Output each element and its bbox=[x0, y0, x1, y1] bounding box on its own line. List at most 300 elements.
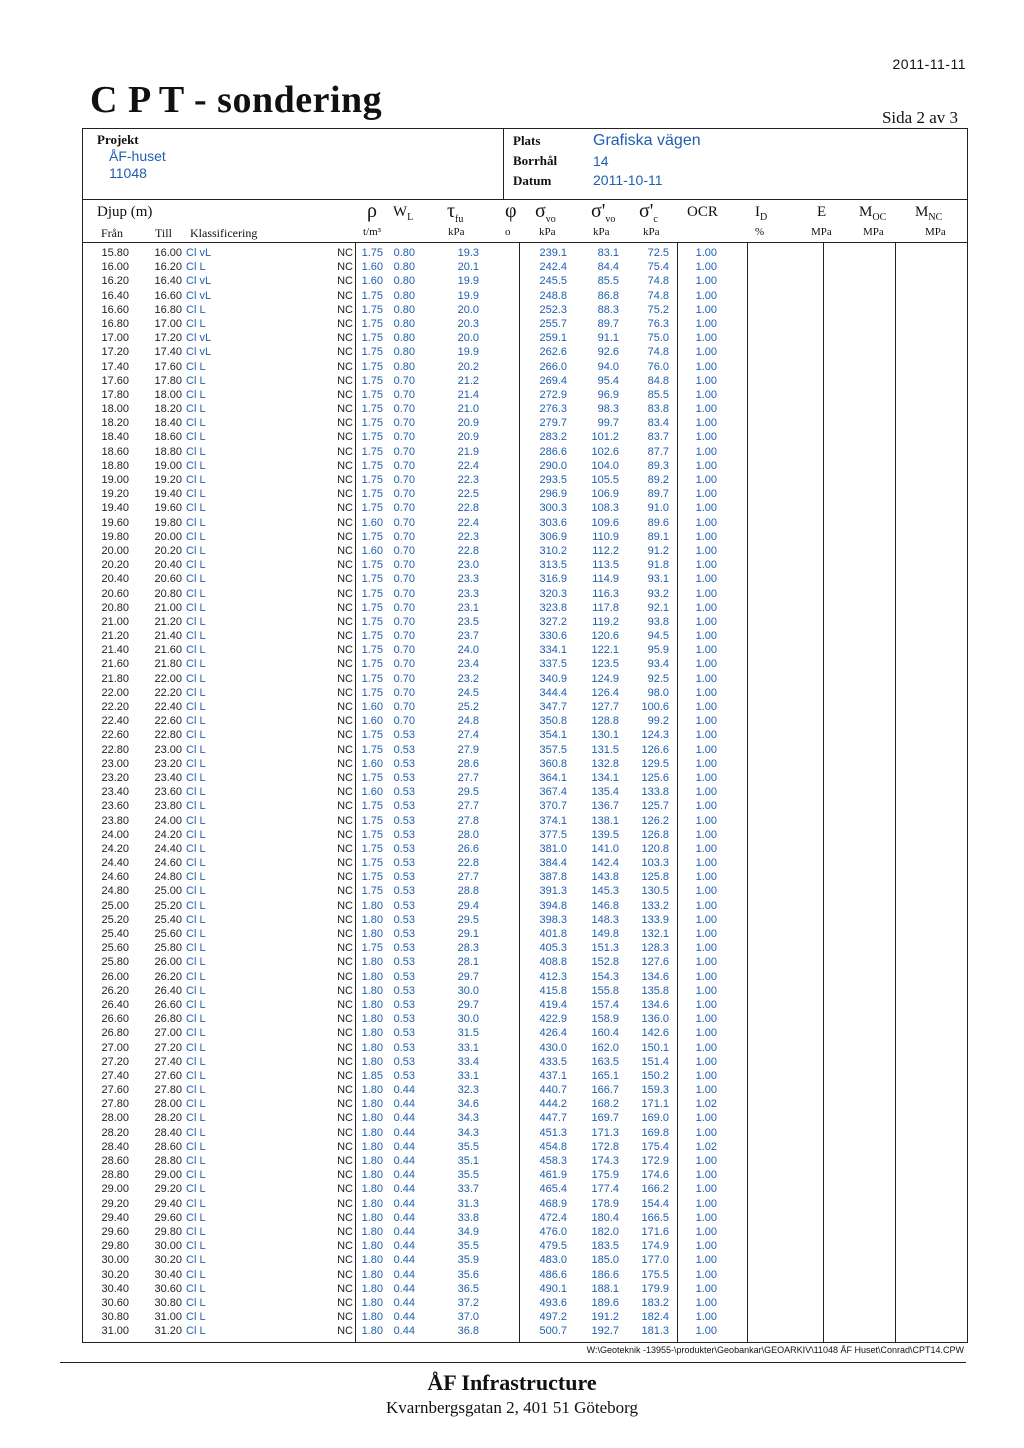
cell-depth-from: 20.80 bbox=[101, 601, 129, 614]
header-mnc-symbol: M bbox=[915, 204, 929, 220]
cell-density: 1.80 bbox=[361, 1013, 383, 1026]
cell-sigma-vo-eff: 188.1 bbox=[591, 1282, 619, 1295]
cell-sigma-vo-eff: 146.8 bbox=[591, 899, 619, 912]
cell-wl: 0.44 bbox=[393, 1325, 415, 1338]
cell-sigma-vo-eff: 155.8 bbox=[591, 984, 619, 997]
cell-sigma-vo-eff: 130.1 bbox=[591, 729, 619, 742]
cell-sigma-c: 74.8 bbox=[647, 289, 669, 302]
cell-depth-to: 18.20 bbox=[154, 403, 182, 416]
table-row bbox=[83, 657, 967, 671]
cell-tau-fu: 33.1 bbox=[457, 1069, 479, 1082]
cell-depth-to: 16.60 bbox=[154, 289, 182, 302]
datum-label: Datum bbox=[513, 173, 552, 188]
cell-wl: 0.53 bbox=[393, 771, 415, 784]
cell-wl: 0.44 bbox=[393, 1140, 415, 1153]
cell-ocr: 1.00 bbox=[695, 502, 717, 515]
cell-sigma-c: 179.9 bbox=[641, 1282, 669, 1295]
cell-ocr: 1.00 bbox=[695, 530, 717, 543]
cell-ocr: 1.00 bbox=[695, 928, 717, 940]
cell-density: 1.75 bbox=[361, 445, 383, 458]
table-row bbox=[83, 501, 967, 515]
cell-wl: 0.70 bbox=[393, 502, 415, 515]
cell-ocr: 1.00 bbox=[695, 403, 717, 416]
cell-depth-from: 22.00 bbox=[101, 686, 129, 699]
cell-wl: 0.53 bbox=[393, 814, 415, 827]
cell-depth-from: 25.80 bbox=[101, 956, 129, 969]
cell-classification: Cl L bbox=[186, 474, 206, 486]
cell-density: 1.75 bbox=[361, 289, 383, 302]
cell-sigma-vo: 327.2 bbox=[539, 615, 567, 628]
cell-sigma-vo: 490.1 bbox=[539, 1282, 567, 1295]
cell-depth-from: 16.20 bbox=[101, 275, 129, 288]
cell-nc-flag: NC bbox=[337, 459, 353, 472]
table-row bbox=[83, 1026, 967, 1040]
header-phi-unit: o bbox=[505, 226, 511, 238]
cell-sigma-c: 150.2 bbox=[641, 1069, 669, 1082]
cell-tau-fu: 29.4 bbox=[457, 899, 479, 912]
cell-tau-fu: 22.3 bbox=[457, 530, 479, 543]
cell-sigma-vo: 293.5 bbox=[539, 474, 567, 486]
cell-ocr: 1.00 bbox=[695, 871, 717, 884]
cell-sigma-c: 93.1 bbox=[647, 573, 669, 586]
cell-wl: 0.70 bbox=[393, 630, 415, 643]
cell-depth-to: 26.60 bbox=[154, 998, 182, 1011]
table-row bbox=[83, 430, 967, 444]
header-mnc-sub: NC bbox=[928, 212, 943, 223]
cell-sigma-vo: 422.9 bbox=[539, 1013, 567, 1026]
cell-density: 1.75 bbox=[361, 332, 383, 345]
cell-classification: Cl L bbox=[186, 502, 206, 515]
cell-tau-fu: 28.8 bbox=[457, 885, 479, 898]
cell-nc-flag: NC bbox=[337, 247, 353, 259]
header-wl-symbol: W bbox=[393, 204, 408, 220]
cell-nc-flag: NC bbox=[337, 928, 353, 940]
header-sigma-vo bbox=[535, 200, 556, 225]
cell-wl: 0.70 bbox=[393, 544, 415, 557]
header-e-unit: MPa bbox=[811, 226, 832, 238]
cell-ocr: 1.00 bbox=[695, 686, 717, 699]
cell-tau-fu: 25.2 bbox=[457, 701, 479, 713]
cell-sigma-c: 136.0 bbox=[641, 1013, 669, 1026]
cell-depth-from: 30.40 bbox=[101, 1282, 129, 1295]
cell-depth-to: 21.20 bbox=[154, 615, 182, 628]
cell-sigma-c: 151.4 bbox=[641, 1055, 669, 1068]
cell-classification: Cl L bbox=[186, 1325, 206, 1338]
cell-sigma-vo-eff: 151.3 bbox=[591, 942, 619, 955]
header-moc-sub: OC bbox=[872, 212, 887, 223]
cell-wl: 0.70 bbox=[393, 530, 415, 543]
cell-sigma-vo: 334.1 bbox=[539, 644, 567, 657]
cell-classification: Cl vL bbox=[186, 346, 212, 359]
cell-sigma-vo-eff: 165.1 bbox=[591, 1069, 619, 1082]
cell-classification: Cl L bbox=[186, 1311, 206, 1324]
cell-depth-to: 21.80 bbox=[154, 658, 182, 671]
cell-classification: Cl L bbox=[186, 1084, 206, 1097]
cell-density: 1.80 bbox=[361, 1140, 383, 1153]
cell-density: 1.75 bbox=[361, 388, 383, 401]
cell-ocr: 1.00 bbox=[695, 1126, 717, 1139]
cell-density: 1.75 bbox=[361, 431, 383, 444]
cell-sigma-c: 74.8 bbox=[647, 346, 669, 359]
cell-sigma-vo: 306.9 bbox=[539, 530, 567, 543]
table-row bbox=[83, 1239, 967, 1253]
cell-sigma-c: 125.6 bbox=[641, 771, 669, 784]
cell-depth-to: 22.00 bbox=[154, 672, 182, 685]
header-moc bbox=[859, 204, 886, 223]
cell-depth-to: 17.20 bbox=[154, 332, 182, 345]
cell-density: 1.75 bbox=[361, 403, 383, 416]
cell-sigma-vo-eff: 109.6 bbox=[591, 516, 619, 529]
cell-density: 1.75 bbox=[361, 857, 383, 870]
header-rule bbox=[83, 242, 967, 243]
table-row bbox=[83, 785, 967, 799]
cell-nc-flag: NC bbox=[337, 388, 353, 401]
cell-ocr: 1.00 bbox=[695, 1254, 717, 1267]
cell-nc-flag: NC bbox=[337, 828, 353, 841]
cell-classification: Cl L bbox=[186, 857, 206, 870]
cell-sigma-vo-eff: 124.9 bbox=[591, 672, 619, 685]
cell-sigma-c: 91.2 bbox=[647, 544, 669, 557]
cell-sigma-vo-eff: 136.7 bbox=[591, 800, 619, 813]
cell-density: 1.75 bbox=[361, 573, 383, 586]
cell-wl: 0.44 bbox=[393, 1084, 415, 1097]
cell-ocr: 1.00 bbox=[695, 644, 717, 657]
cell-depth-to: 27.00 bbox=[154, 1027, 182, 1040]
cell-depth-to: 20.40 bbox=[154, 559, 182, 572]
cell-depth-to: 29.20 bbox=[154, 1183, 182, 1196]
cell-sigma-c: 99.2 bbox=[647, 715, 669, 728]
cell-depth-from: 22.40 bbox=[101, 715, 129, 728]
cell-classification: Cl L bbox=[186, 899, 206, 912]
cell-depth-from: 27.80 bbox=[101, 1098, 129, 1111]
cell-ocr: 1.00 bbox=[695, 1268, 717, 1281]
cell-nc-flag: NC bbox=[337, 275, 353, 288]
cell-depth-to: 28.20 bbox=[154, 1112, 182, 1125]
cell-depth-to: 19.80 bbox=[154, 516, 182, 529]
cell-wl: 0.80 bbox=[393, 289, 415, 302]
cell-sigma-vo-eff: 106.9 bbox=[591, 488, 619, 501]
cell-depth-to: 21.00 bbox=[154, 601, 182, 614]
cell-depth-from: 17.40 bbox=[101, 360, 129, 373]
table-row bbox=[83, 260, 967, 274]
cell-density: 1.80 bbox=[361, 1296, 383, 1309]
cell-depth-to: 22.60 bbox=[154, 715, 182, 728]
cell-sigma-vo-eff: 166.7 bbox=[591, 1084, 619, 1097]
cell-sigma-vo-eff: 138.1 bbox=[591, 814, 619, 827]
cell-ocr: 1.00 bbox=[695, 587, 717, 600]
cell-sigma-vo-eff: 89.7 bbox=[597, 317, 619, 330]
cell-tau-fu: 22.5 bbox=[457, 488, 479, 501]
cell-sigma-vo: 430.0 bbox=[539, 1041, 567, 1054]
cell-depth-to: 29.00 bbox=[154, 1169, 182, 1182]
cell-density: 1.75 bbox=[361, 303, 383, 316]
cell-sigma-vo: 357.5 bbox=[539, 743, 567, 756]
cell-depth-from: 30.20 bbox=[101, 1268, 129, 1281]
cell-density: 1.75 bbox=[361, 871, 383, 884]
cell-sigma-vo: 245.5 bbox=[539, 275, 567, 288]
cell-depth-to: 31.00 bbox=[154, 1311, 182, 1324]
cell-wl: 0.53 bbox=[393, 942, 415, 955]
table-row bbox=[83, 1197, 967, 1211]
cell-sigma-vo: 255.7 bbox=[539, 317, 567, 330]
cell-nc-flag: NC bbox=[337, 303, 353, 316]
cell-classification: Cl L bbox=[186, 1098, 206, 1111]
cell-tau-fu: 19.9 bbox=[457, 346, 479, 359]
table-row bbox=[83, 629, 967, 643]
cell-density: 1.80 bbox=[361, 1325, 383, 1338]
header-e: E bbox=[817, 204, 827, 220]
header-sigma-c bbox=[639, 200, 658, 225]
cell-tau-fu: 35.6 bbox=[457, 1268, 479, 1281]
cell-classification: Cl vL bbox=[186, 289, 212, 302]
cell-depth-to: 23.60 bbox=[154, 786, 182, 799]
cell-sigma-vo-eff: 163.5 bbox=[591, 1055, 619, 1068]
table-row bbox=[83, 955, 967, 969]
cell-depth-from: 17.20 bbox=[101, 346, 129, 359]
cell-density: 1.80 bbox=[361, 1112, 383, 1125]
table-row bbox=[83, 714, 967, 728]
cell-sigma-c: 95.9 bbox=[647, 644, 669, 657]
cell-nc-flag: NC bbox=[337, 1140, 353, 1153]
cell-ocr: 1.00 bbox=[695, 289, 717, 302]
cell-classification: Cl L bbox=[186, 658, 206, 671]
cell-sigma-vo: 415.8 bbox=[539, 984, 567, 997]
cell-density: 1.75 bbox=[361, 247, 383, 259]
cell-depth-to: 16.20 bbox=[154, 261, 182, 274]
cell-sigma-c: 89.6 bbox=[647, 516, 669, 529]
cell-sigma-vo: 290.0 bbox=[539, 459, 567, 472]
cell-wl: 0.44 bbox=[393, 1225, 415, 1238]
cell-sigma-c: 126.6 bbox=[641, 743, 669, 756]
cell-depth-to: 18.00 bbox=[154, 388, 182, 401]
cell-nc-flag: NC bbox=[337, 814, 353, 827]
cell-depth-from: 19.20 bbox=[101, 488, 129, 501]
cell-sigma-vo: 303.6 bbox=[539, 516, 567, 529]
cell-sigma-vo: 493.6 bbox=[539, 1296, 567, 1309]
header-sigma-vo-eff-unit: kPa bbox=[593, 226, 610, 238]
table-row bbox=[83, 1182, 967, 1196]
cell-tau-fu: 24.5 bbox=[457, 686, 479, 699]
cell-tau-fu: 27.7 bbox=[457, 800, 479, 813]
cell-depth-from: 29.60 bbox=[101, 1225, 129, 1238]
cell-nc-flag: NC bbox=[337, 984, 353, 997]
cell-ocr: 1.00 bbox=[695, 601, 717, 614]
cell-sigma-vo: 497.2 bbox=[539, 1311, 567, 1324]
cell-sigma-vo-eff: 192.7 bbox=[591, 1325, 619, 1338]
table-row bbox=[83, 473, 967, 487]
cell-sigma-vo-eff: 123.5 bbox=[591, 658, 619, 671]
cell-classification: Cl L bbox=[186, 757, 206, 770]
cell-tau-fu: 35.5 bbox=[457, 1169, 479, 1182]
cell-classification: Cl L bbox=[186, 1254, 206, 1267]
cell-ocr: 1.00 bbox=[695, 729, 717, 742]
cell-depth-from: 22.80 bbox=[101, 743, 129, 756]
cell-density: 1.75 bbox=[361, 942, 383, 955]
cell-sigma-vo-eff: 182.0 bbox=[591, 1225, 619, 1238]
cell-sigma-vo-eff: 178.9 bbox=[591, 1197, 619, 1210]
cell-depth-to: 22.40 bbox=[154, 701, 182, 713]
cell-classification: Cl vL bbox=[186, 247, 212, 259]
cell-depth-to: 27.80 bbox=[154, 1084, 182, 1097]
cell-wl: 0.53 bbox=[393, 1027, 415, 1040]
cell-sigma-vo: 252.3 bbox=[539, 303, 567, 316]
cell-tau-fu: 21.9 bbox=[457, 445, 479, 458]
cell-classification: Cl L bbox=[186, 786, 206, 799]
cell-nc-flag: NC bbox=[337, 743, 353, 756]
cell-depth-to: 24.40 bbox=[154, 842, 182, 855]
cell-density: 1.75 bbox=[361, 559, 383, 572]
cell-tau-fu: 21.2 bbox=[457, 374, 479, 387]
header-moc-unit: MPa bbox=[863, 226, 884, 238]
cell-tau-fu: 28.0 bbox=[457, 828, 479, 841]
cell-density: 1.80 bbox=[361, 913, 383, 926]
header-tau-sub: fu bbox=[455, 214, 464, 225]
table-row bbox=[83, 757, 967, 771]
table-row bbox=[83, 870, 967, 884]
cell-depth-to: 25.80 bbox=[154, 942, 182, 955]
cell-depth-to: 20.00 bbox=[154, 530, 182, 543]
cell-wl: 0.80 bbox=[393, 247, 415, 259]
cell-wl: 0.70 bbox=[393, 601, 415, 614]
cell-tau-fu: 20.0 bbox=[457, 303, 479, 316]
cell-density: 1.80 bbox=[361, 956, 383, 969]
cell-ocr: 1.00 bbox=[695, 544, 717, 557]
company-address: Kvarnbergsgatan 2, 401 51 Göteborg bbox=[386, 1398, 638, 1417]
cell-sigma-vo-eff: 154.3 bbox=[591, 970, 619, 983]
cell-depth-to: 30.00 bbox=[154, 1240, 182, 1253]
cell-depth-to: 17.80 bbox=[154, 374, 182, 387]
cell-sigma-c: 130.5 bbox=[641, 885, 669, 898]
cell-classification: Cl L bbox=[186, 956, 206, 969]
cell-depth-from: 18.00 bbox=[101, 403, 129, 416]
cell-tau-fu: 30.0 bbox=[457, 984, 479, 997]
cell-wl: 0.70 bbox=[393, 559, 415, 572]
table-row bbox=[83, 445, 967, 459]
cell-classification: Cl L bbox=[186, 403, 206, 416]
cell-density: 1.75 bbox=[361, 346, 383, 359]
cell-ocr: 1.00 bbox=[695, 1055, 717, 1068]
company-name: ÅF Infrastructure bbox=[427, 1370, 597, 1395]
cell-nc-flag: NC bbox=[337, 1027, 353, 1040]
cell-sigma-vo: 486.6 bbox=[539, 1268, 567, 1281]
cell-depth-from: 27.00 bbox=[101, 1041, 129, 1054]
cell-classification: Cl L bbox=[186, 1197, 206, 1210]
cell-wl: 0.53 bbox=[393, 1041, 415, 1054]
table-row bbox=[83, 1097, 967, 1111]
cell-tau-fu: 19.3 bbox=[457, 247, 479, 259]
cell-density: 1.80 bbox=[361, 1211, 383, 1224]
cell-depth-from: 19.00 bbox=[101, 474, 129, 486]
cell-classification: Cl L bbox=[186, 800, 206, 813]
cell-ocr: 1.00 bbox=[695, 559, 717, 572]
cell-depth-to: 24.60 bbox=[154, 857, 182, 870]
cell-depth-from: 16.00 bbox=[101, 261, 129, 274]
cell-nc-flag: NC bbox=[337, 1268, 353, 1281]
cell-sigma-vo: 279.7 bbox=[539, 417, 567, 430]
cell-tau-fu: 27.9 bbox=[457, 743, 479, 756]
header-rho-unit: t/m³ bbox=[363, 226, 381, 238]
table-row bbox=[83, 970, 967, 984]
cell-depth-to: 27.60 bbox=[154, 1069, 182, 1082]
cell-density: 1.75 bbox=[361, 814, 383, 827]
cell-wl: 0.70 bbox=[393, 672, 415, 685]
cell-sigma-c: 75.2 bbox=[647, 303, 669, 316]
cell-sigma-vo-eff: 101.2 bbox=[591, 431, 619, 444]
cell-density: 1.80 bbox=[361, 1225, 383, 1238]
cell-density: 1.80 bbox=[361, 1055, 383, 1068]
cell-depth-to: 18.40 bbox=[154, 417, 182, 430]
cell-wl: 0.53 bbox=[393, 899, 415, 912]
header-wl-sub: L bbox=[407, 212, 414, 223]
cell-depth-to: 26.00 bbox=[154, 956, 182, 969]
cell-nc-flag: NC bbox=[337, 289, 353, 302]
cell-nc-flag: NC bbox=[337, 474, 353, 486]
cell-sigma-c: 91.0 bbox=[647, 502, 669, 515]
cell-classification: Cl L bbox=[186, 686, 206, 699]
cell-wl: 0.53 bbox=[393, 800, 415, 813]
cell-sigma-vo: 370.7 bbox=[539, 800, 567, 813]
cell-sigma-vo: 367.4 bbox=[539, 786, 567, 799]
cell-sigma-vo-eff: 119.2 bbox=[592, 615, 619, 628]
cell-sigma-vo: 451.3 bbox=[539, 1126, 567, 1139]
table-row bbox=[83, 374, 967, 388]
cell-wl: 0.44 bbox=[393, 1197, 415, 1210]
table-row bbox=[83, 331, 967, 345]
cell-depth-from: 24.20 bbox=[101, 842, 129, 855]
cell-sigma-vo: 266.0 bbox=[539, 360, 567, 373]
cell-ocr: 1.00 bbox=[695, 757, 717, 770]
cell-sigma-c: 98.0 bbox=[647, 686, 669, 699]
cell-classification: Cl L bbox=[186, 771, 206, 784]
cell-depth-from: 23.20 bbox=[101, 771, 129, 784]
cell-wl: 0.53 bbox=[393, 984, 415, 997]
cell-nc-flag: NC bbox=[337, 1225, 353, 1238]
cell-depth-from: 21.20 bbox=[101, 630, 129, 643]
cell-density: 1.80 bbox=[361, 970, 383, 983]
header-sigma-vo-symbol: σ bbox=[535, 200, 546, 222]
cell-sigma-vo: 401.8 bbox=[539, 928, 567, 940]
cell-sigma-vo: 337.5 bbox=[539, 658, 567, 671]
header-phi: φ bbox=[505, 200, 517, 222]
cell-ocr: 1.00 bbox=[695, 630, 717, 643]
cell-classification: Cl L bbox=[186, 942, 206, 955]
table-row bbox=[83, 317, 967, 331]
cell-wl: 0.70 bbox=[393, 374, 415, 387]
cell-depth-to: 27.40 bbox=[154, 1055, 182, 1068]
cell-classification: Cl L bbox=[186, 459, 206, 472]
cell-ocr: 1.00 bbox=[695, 701, 717, 713]
cell-sigma-vo-eff: 120.6 bbox=[591, 630, 619, 643]
table-row bbox=[83, 587, 967, 601]
cell-depth-to: 19.60 bbox=[154, 502, 182, 515]
cell-sigma-c: 126.2 bbox=[641, 814, 669, 827]
cell-sigma-vo-eff: 86.8 bbox=[597, 289, 619, 302]
table-row bbox=[83, 899, 967, 913]
cell-depth-from: 19.40 bbox=[101, 502, 129, 515]
cell-classification: Cl L bbox=[186, 1296, 206, 1309]
cell-sigma-vo-eff: 108.3 bbox=[591, 502, 619, 515]
cell-depth-to: 28.00 bbox=[154, 1098, 182, 1111]
cell-depth-from: 23.00 bbox=[101, 757, 129, 770]
cell-wl: 0.44 bbox=[393, 1169, 415, 1182]
cell-sigma-vo: 433.5 bbox=[539, 1055, 567, 1068]
cell-sigma-c: 177.0 bbox=[641, 1254, 669, 1267]
cell-sigma-vo-eff: 139.5 bbox=[591, 828, 619, 841]
cell-classification: Cl L bbox=[186, 630, 206, 643]
cell-sigma-vo-eff: 83.1 bbox=[597, 247, 619, 259]
cell-tau-fu: 21.4 bbox=[457, 388, 479, 401]
table-row bbox=[83, 728, 967, 742]
